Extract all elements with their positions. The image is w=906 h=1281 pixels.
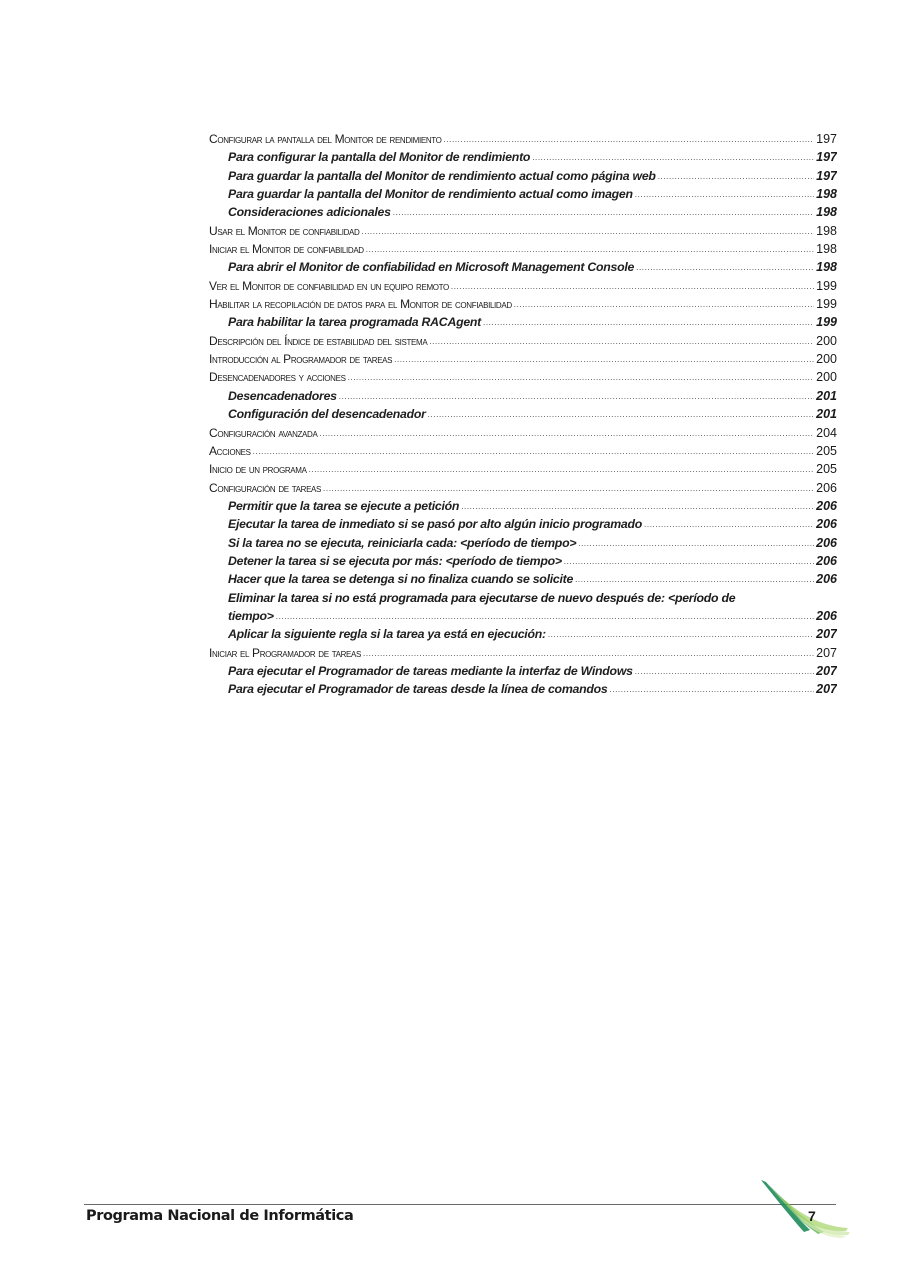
toc-entry-title: Iniciar el Programador de tareas: [209, 645, 362, 660]
toc-entry-page: 207: [816, 663, 837, 678]
toc-entry[interactable]: [209, 258, 837, 276]
toc-entry[interactable]: [209, 240, 837, 258]
toc-entry-page: 197: [816, 150, 837, 165]
dot-leader: [514, 296, 814, 313]
dot-leader: [348, 369, 815, 386]
toc-entry-page: 206: [816, 480, 837, 495]
toc-entry-page: 198: [816, 187, 837, 202]
dot-leader: [428, 406, 814, 423]
toc-entry-title: Aplicar la siguiente regla si la tarea ya está en ejecución:: [228, 627, 546, 642]
toc-entry-title: Para ejecutar el Programador de tareas mediante la interfaz de Windows: [228, 663, 633, 678]
toc-entry[interactable]: [209, 405, 837, 423]
toc-entry-title: Configurar la pantalla del Monitor de rendimiento: [209, 132, 442, 146]
toc-entry[interactable]: [209, 185, 837, 203]
toc-entry[interactable]: [209, 680, 837, 698]
toc-entry-page: 205: [816, 462, 837, 477]
toc-entry-page: 197: [816, 132, 837, 146]
dot-leader: [635, 186, 814, 203]
toc-entry[interactable]: [209, 570, 837, 588]
toc-entry[interactable]: [209, 313, 837, 331]
toc-entry-page: 201: [816, 407, 837, 422]
toc-entry-title: Ver el Monitor de confiabilidad en un equipo remoto: [209, 278, 449, 293]
toc-entry[interactable]: [209, 203, 837, 221]
toc-entry-title: Descripción del Índice de estabilidad del sistema: [209, 333, 428, 348]
toc-entry-title: Acciones: [209, 443, 251, 458]
toc-entry[interactable]: [209, 368, 837, 386]
toc-entry-title: Iniciar el Monitor de confiabilidad: [209, 242, 364, 257]
dot-leader: [451, 278, 814, 295]
dot-leader: [609, 681, 814, 698]
toc-entry[interactable]: [209, 332, 837, 350]
dot-leader: [578, 535, 814, 552]
toc-entry-page: 199: [816, 278, 837, 293]
toc-entry-page: 198: [816, 260, 837, 275]
toc-entry-title: Desencadenadores y acciones: [209, 370, 346, 385]
dot-leader: [644, 516, 814, 533]
toc-entry[interactable]: [209, 460, 837, 478]
toc-entry-title: Consideraciones adicionales: [228, 205, 391, 220]
toc-entry-page: 207: [816, 627, 837, 642]
toc-entry-page: 199: [816, 315, 837, 330]
toc-entry-title: Permitir que la tarea se ejecute a petición: [228, 498, 460, 513]
toc-entry[interactable]: [209, 387, 837, 405]
dot-leader: [658, 168, 814, 185]
toc-entry-page: 205: [816, 443, 837, 458]
toc-entry-title: Desencadenadores: [228, 388, 337, 403]
toc-entry[interactable]: [209, 479, 837, 497]
toc-entry-page: 198: [816, 223, 837, 238]
dot-leader: [366, 241, 814, 258]
table-of-contents: [209, 130, 837, 699]
toc-entry[interactable]: [209, 515, 837, 533]
toc-entry-page: 206: [816, 608, 837, 623]
dot-leader: [319, 425, 814, 442]
toc-entry-page: 198: [816, 205, 837, 220]
toc-entry[interactable]: [209, 589, 837, 626]
dot-leader: [548, 626, 814, 643]
dot-leader: [564, 553, 814, 570]
toc-entry-title: Configuración del desencadenador: [228, 407, 426, 422]
dot-leader: [276, 608, 814, 625]
toc-entry[interactable]: [209, 350, 837, 368]
toc-entry-title: Hacer que la tarea se detenga si no finaliza cuando se solicite: [228, 572, 574, 587]
toc-entry-title: Ejecutar la tarea de inmediato si se pasó por alto algún inicio programado: [228, 517, 643, 532]
toc-entry-page: 200: [816, 370, 837, 385]
toc-entry[interactable]: [209, 625, 837, 643]
toc-entry[interactable]: [209, 424, 837, 442]
toc-entry[interactable]: [209, 277, 837, 295]
toc-entry-page: 200: [816, 352, 837, 367]
toc-entry-title: Inicio de un programa: [209, 462, 307, 477]
dot-leader: [309, 461, 815, 478]
toc-entry-page: 200: [816, 333, 837, 348]
footer-divider: [84, 1204, 836, 1205]
toc-entry-title: Configuración avanzada: [209, 425, 318, 440]
dot-leader: [461, 498, 814, 515]
toc-entry-page: 207: [816, 682, 837, 697]
toc-entry-title: Habilitar la recopilación de datos para el Monitor de confiabilidad: [209, 297, 512, 312]
toc-entry[interactable]: [209, 497, 837, 515]
dot-leader: [575, 571, 814, 588]
toc-entry-title: Si la tarea no se ejecuta, reiniciarla cada: <período de tiempo>: [228, 535, 577, 550]
toc-entry[interactable]: [209, 167, 837, 185]
dot-leader: [444, 131, 815, 148]
toc-entry-title: Para guardar la pantalla del Monitor de rendimiento actual como página web: [228, 168, 656, 183]
toc-entry-page: 206: [816, 553, 837, 568]
dot-leader: [429, 333, 814, 350]
dot-leader: [339, 388, 814, 405]
toc-entry[interactable]: [209, 295, 837, 313]
toc-entry-title: Para guardar la pantalla del Monitor de rendimiento actual como imagen: [228, 187, 633, 202]
toc-entry[interactable]: [209, 222, 837, 240]
toc-entry[interactable]: [209, 148, 837, 166]
toc-entry-title-continued: tiempo>: [228, 608, 274, 623]
toc-entry-page: 199: [816, 297, 837, 312]
toc-entry-page: 201: [816, 388, 837, 403]
toc-entry-title: Configuración de tareas: [209, 480, 322, 495]
toc-entry[interactable]: [209, 662, 837, 680]
toc-entry-title: Eliminar la tarea si no está programada para ejecutarse de nuevo después de: <período de: [228, 590, 736, 605]
dot-leader: [361, 223, 814, 240]
toc-entry[interactable]: [209, 130, 837, 148]
toc-entry-title: Para habilitar la tarea programada RACAgent: [228, 315, 482, 330]
dot-leader: [394, 351, 814, 368]
dot-leader: [323, 480, 814, 497]
dot-leader: [532, 149, 814, 166]
page-number: 7: [808, 1208, 816, 1224]
dot-leader: [635, 663, 814, 680]
toc-entry-title: Usar el Monitor de confiabilidad: [209, 223, 360, 238]
toc-entry-title: Introducción al Programador de tareas: [209, 352, 393, 367]
toc-entry-title: Detener la tarea si se ejecuta por más: <período de tiempo>: [228, 553, 562, 568]
toc-entry-page: 206: [816, 517, 837, 532]
toc-entry[interactable]: [209, 534, 837, 552]
toc-entry-page: 198: [816, 242, 837, 257]
toc-entry-title: Para configurar la pantalla del Monitor de rendimiento: [228, 150, 531, 165]
toc-entry-title: Para abrir el Monitor de confiabilidad en Microsoft Management Console: [228, 260, 635, 275]
toc-entry-page: 206: [816, 535, 837, 550]
dot-leader: [483, 314, 814, 331]
toc-entry-page: 207: [816, 645, 837, 660]
toc-entry[interactable]: [209, 644, 837, 662]
toc-entry-page: 197: [816, 168, 837, 183]
green-swoosh-logo-icon: [758, 1178, 853, 1240]
toc-entry[interactable]: [209, 552, 837, 570]
toc-entry-continuation: [228, 607, 837, 625]
toc-entry-page: 206: [816, 572, 837, 587]
toc-entry-page: 206: [816, 498, 837, 513]
toc-entry-page: 204: [816, 425, 837, 440]
dot-leader: [393, 204, 814, 221]
dot-leader: [363, 645, 814, 662]
dot-leader: [636, 259, 814, 276]
footer-title: Programa Nacional de Informática: [86, 1208, 354, 1224]
toc-entry-title: Para ejecutar el Programador de tareas desde la línea de comandos: [228, 682, 608, 697]
dot-leader: [253, 443, 814, 460]
toc-entry[interactable]: [209, 442, 837, 460]
